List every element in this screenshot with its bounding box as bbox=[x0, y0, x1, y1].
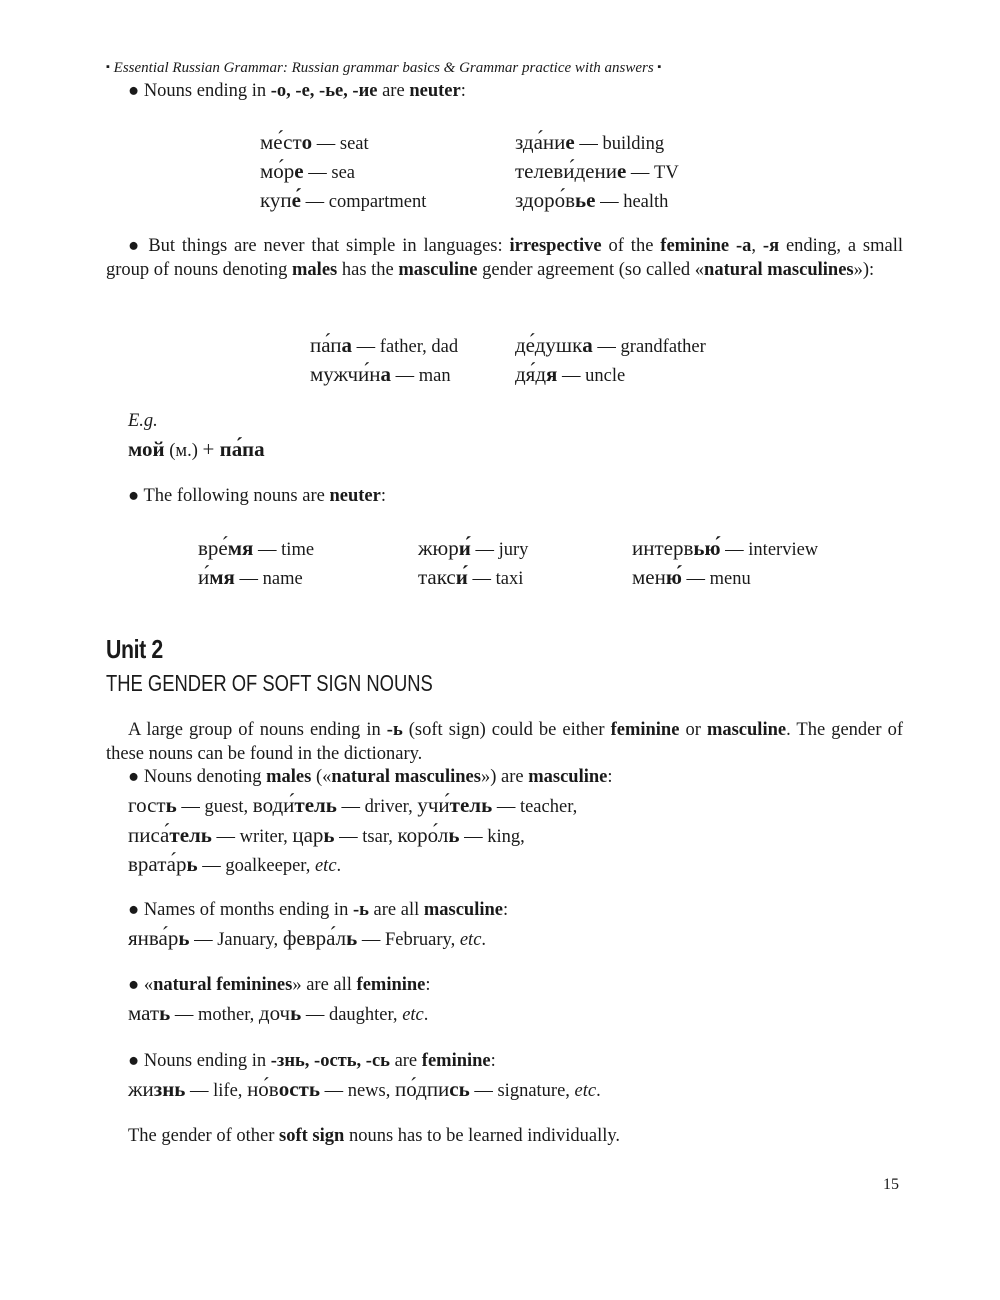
vocab-entry bbox=[515, 333, 706, 359]
text-segment: цар bbox=[292, 822, 324, 847]
text-segment: etc bbox=[402, 1005, 424, 1025]
text-segment: Nouns ending in bbox=[143, 81, 271, 101]
text-segment: ю́ bbox=[665, 565, 682, 589]
text-segment: — compartment bbox=[300, 192, 427, 212]
text-segment: мя bbox=[209, 565, 235, 589]
rule-heading bbox=[128, 973, 431, 997]
text-segment: — mother, bbox=[170, 1005, 259, 1025]
text-segment: ость bbox=[278, 1077, 320, 1101]
vocab-entry bbox=[418, 536, 528, 562]
text-segment: — guest, bbox=[176, 797, 253, 817]
text-segment: — TV bbox=[626, 163, 679, 183]
text-segment: gender agreement (so called « bbox=[477, 259, 705, 280]
bullet-icon: ● bbox=[128, 1051, 140, 1071]
text-segment: -ь bbox=[386, 720, 403, 740]
text-segment: — news, bbox=[319, 1081, 395, 1101]
text-segment: feminine bbox=[610, 720, 680, 740]
text-segment: куп bbox=[260, 188, 292, 212]
text-segment: и́ bbox=[458, 536, 471, 560]
text-segment: е́ bbox=[291, 188, 301, 212]
text-segment: янва́р bbox=[128, 926, 179, 950]
neuter2-rule bbox=[128, 484, 386, 508]
text-segment: — taxi bbox=[467, 569, 524, 589]
text-segment: — sea bbox=[303, 163, 355, 183]
text-segment: masculine bbox=[398, 259, 478, 280]
vocab-entry bbox=[632, 536, 818, 562]
text-segment: води́ bbox=[252, 793, 295, 817]
text-segment: A large group of nouns ending in bbox=[128, 720, 387, 740]
text-segment: — jury bbox=[470, 540, 529, 560]
text-segment: — father, dad bbox=[352, 337, 459, 357]
text-segment: — grandfather bbox=[592, 337, 706, 357]
text-segment: тель bbox=[294, 793, 337, 817]
vocab-entry bbox=[515, 159, 679, 185]
text-segment: и́ bbox=[455, 565, 468, 589]
text-segment: е bbox=[565, 130, 575, 154]
example-line bbox=[128, 793, 577, 819]
text-segment: : bbox=[460, 81, 466, 101]
text-segment: а bbox=[341, 333, 353, 357]
text-segment: — uncle bbox=[557, 366, 626, 386]
vocab-entry bbox=[260, 159, 355, 185]
text-segment: feminine bbox=[421, 1051, 491, 1071]
page-number: 15 bbox=[883, 1176, 899, 1193]
text-segment: etc bbox=[574, 1081, 597, 1101]
neuter-rule bbox=[128, 79, 466, 103]
text-segment: па́п bbox=[310, 333, 342, 357]
rule-heading bbox=[128, 898, 508, 922]
text-segment: ending, a small group of nouns denoting bbox=[106, 236, 903, 280]
example-line bbox=[128, 1001, 428, 1027]
intro-paragraph bbox=[106, 719, 903, 766]
text-segment: masculine bbox=[528, 767, 608, 787]
text-segment: ь bbox=[165, 793, 177, 817]
text-segment: врата́р bbox=[128, 852, 187, 876]
text-segment: — tsar, bbox=[334, 826, 398, 847]
text-segment: Names of months ending in bbox=[143, 900, 353, 920]
text-segment: ье bbox=[575, 188, 596, 212]
text-segment: мо́р bbox=[260, 159, 295, 183]
text-segment: masculine bbox=[423, 900, 503, 920]
text-segment: (« bbox=[311, 767, 332, 787]
bullet-icon: ● bbox=[128, 767, 140, 787]
text-segment: здоро́в bbox=[515, 188, 576, 212]
bullet-icon: ● bbox=[128, 236, 142, 256]
text-segment: па́па bbox=[219, 437, 265, 461]
running-header bbox=[106, 55, 661, 80]
text-segment: » are all bbox=[292, 975, 357, 995]
text-segment: — king, bbox=[459, 826, 525, 847]
text-segment: . bbox=[423, 1005, 429, 1025]
text-segment: , bbox=[751, 236, 763, 256]
text-segment: males bbox=[266, 767, 312, 787]
bullet-icon: ● bbox=[128, 900, 140, 920]
text-segment: feminine -а bbox=[660, 236, 752, 256]
text-segment: masculine bbox=[706, 720, 787, 740]
text-segment: дя́д bbox=[515, 362, 547, 386]
text-segment: мужчи́н bbox=[310, 362, 381, 386]
text-segment: Nouns denoting bbox=[143, 767, 267, 787]
text-segment: . bbox=[481, 930, 487, 950]
text-segment: — driver, bbox=[336, 797, 418, 817]
text-segment: вре́ bbox=[198, 536, 228, 560]
text-segment: + bbox=[202, 437, 220, 461]
text-segment: ь bbox=[186, 852, 198, 876]
closing-paragraph bbox=[128, 1124, 620, 1148]
text-segment: natural feminines bbox=[153, 975, 293, 995]
text-segment: — February, bbox=[357, 930, 460, 950]
text-segment: -знь, -ость, -сь bbox=[270, 1051, 390, 1071]
text-segment: — interview bbox=[720, 540, 819, 560]
vocab-entry bbox=[310, 333, 458, 359]
vocab-entry bbox=[515, 362, 625, 388]
text-segment: has the bbox=[337, 259, 399, 280]
text-segment: ь bbox=[323, 822, 335, 847]
text-segment: жюр bbox=[418, 536, 459, 560]
text-segment: etc bbox=[459, 930, 482, 950]
text-segment: neuter bbox=[329, 486, 381, 506]
text-segment: — daughter, bbox=[301, 1005, 403, 1025]
vocab-entry bbox=[260, 188, 426, 214]
text-segment: — January, bbox=[189, 930, 283, 950]
text-segment: тель bbox=[169, 822, 212, 847]
eg-example bbox=[128, 437, 265, 463]
text-segment: телеви́дени bbox=[515, 159, 617, 183]
text-segment: are bbox=[389, 1051, 422, 1071]
text-segment: — signature, bbox=[469, 1081, 575, 1101]
text-segment: — building bbox=[574, 134, 665, 154]
text-segment: or bbox=[679, 720, 707, 740]
text-segment: The gender of other bbox=[128, 1126, 280, 1146]
header-marker: ▪ bbox=[106, 61, 110, 73]
text-segment: : bbox=[425, 975, 431, 995]
text-segment: ме́ст bbox=[260, 130, 302, 154]
unit-title: Unit 2 bbox=[106, 634, 163, 664]
vocab-entry bbox=[515, 188, 668, 214]
example-line bbox=[128, 823, 525, 849]
text-segment: soft sign bbox=[279, 1126, 345, 1146]
text-segment: : bbox=[503, 900, 509, 920]
text-segment: But things are never that simple in languages: bbox=[148, 236, 510, 256]
text-segment: irrespective bbox=[509, 236, 602, 256]
text-segment: — goalkeeper, bbox=[197, 856, 315, 876]
text-segment: nouns has to be learned individually. bbox=[344, 1126, 621, 1146]
text-segment: (soft sign) could be either bbox=[402, 720, 611, 740]
text-segment: тель bbox=[449, 793, 493, 817]
text-segment: — seat bbox=[312, 134, 369, 154]
header-text: Essential Russian Grammar: Russian grammar basics & Grammar practice with answers bbox=[113, 60, 654, 76]
text-segment: : bbox=[380, 486, 386, 506]
vocab-entry bbox=[418, 565, 523, 591]
text-segment: -ь bbox=[352, 900, 369, 920]
text-segment: но́в bbox=[247, 1077, 279, 1101]
text-segment: : bbox=[607, 767, 613, 787]
text-segment: е bbox=[294, 159, 304, 183]
text-segment: »): bbox=[853, 259, 875, 280]
text-segment: natural masculines bbox=[331, 767, 481, 787]
text-segment: . The gender of these nouns can be found in the dictionary. bbox=[106, 720, 903, 764]
text-segment: и́ bbox=[198, 565, 210, 589]
text-segment: males bbox=[292, 259, 338, 280]
text-segment: neuter bbox=[409, 81, 461, 101]
text-segment: : bbox=[490, 1051, 496, 1071]
text-segment: ь bbox=[346, 926, 358, 950]
example-line bbox=[128, 852, 341, 878]
text-segment: « bbox=[143, 975, 154, 995]
vocab-entry bbox=[260, 130, 369, 156]
text-segment: . bbox=[336, 856, 342, 876]
text-segment: ь bbox=[448, 822, 460, 847]
text-segment: сь bbox=[449, 1077, 470, 1101]
text-segment: — life, bbox=[185, 1081, 248, 1101]
text-segment: коро́л bbox=[397, 822, 449, 847]
text-segment: писа́ bbox=[128, 822, 170, 847]
text-segment: — writer, bbox=[211, 826, 293, 847]
text-segment: ью́ bbox=[693, 536, 721, 560]
text-segment: февра́л bbox=[282, 926, 347, 950]
text-segment: — teacher, bbox=[492, 797, 578, 817]
example-line bbox=[128, 926, 486, 952]
text-segment: — man bbox=[391, 366, 451, 386]
text-segment: такс bbox=[418, 565, 456, 589]
text-segment: of the bbox=[601, 236, 661, 256]
text-segment: (м.) bbox=[164, 441, 203, 461]
text-segment: . bbox=[596, 1081, 601, 1101]
text-segment: -о, -е, -ье, -ие bbox=[270, 81, 378, 101]
text-segment: о bbox=[301, 130, 313, 154]
vocab-entry bbox=[198, 536, 314, 562]
text-segment: мен bbox=[632, 565, 666, 589]
text-segment: are bbox=[377, 81, 410, 101]
text-segment: etc bbox=[314, 856, 337, 876]
text-segment: а bbox=[380, 362, 392, 386]
text-segment: — health bbox=[595, 192, 669, 212]
text-segment: я bbox=[546, 362, 558, 386]
vocab-entry bbox=[310, 362, 451, 388]
text-segment: — name bbox=[234, 569, 303, 589]
text-segment: are all bbox=[368, 900, 424, 920]
bullet-icon: ● bbox=[128, 486, 140, 506]
bullet-icon: ● bbox=[128, 975, 140, 995]
text-segment: по́дпи bbox=[395, 1077, 450, 1101]
text-segment: ь bbox=[178, 926, 190, 950]
text-segment: — menu bbox=[681, 569, 751, 589]
text-segment: natural masculines bbox=[704, 259, 854, 280]
text-segment: feminine bbox=[356, 975, 426, 995]
example-line bbox=[128, 1077, 601, 1103]
eg-label: E.g. bbox=[128, 411, 158, 431]
text-segment: ь bbox=[159, 1001, 171, 1025]
text-segment: -я bbox=[762, 236, 780, 256]
text-segment: де́душк bbox=[515, 333, 583, 357]
text-segment: мат bbox=[128, 1001, 160, 1025]
text-segment: зда́ни bbox=[515, 130, 566, 154]
header-marker: ▪ bbox=[657, 61, 662, 73]
vocab-entry bbox=[515, 130, 664, 156]
text-segment: а bbox=[582, 333, 593, 357]
unit-subtitle: THE GENDER OF SOFT SIGN NOUNS bbox=[106, 670, 433, 696]
text-segment: жи bbox=[128, 1077, 154, 1101]
vocab-entry bbox=[198, 565, 303, 591]
text-segment: гост bbox=[128, 793, 166, 817]
text-segment: е bbox=[616, 159, 627, 183]
text-segment: — time bbox=[253, 540, 315, 560]
text-segment: доч bbox=[258, 1001, 291, 1025]
text-segment: The following nouns are bbox=[143, 486, 330, 506]
bullet-icon: ● bbox=[128, 81, 140, 101]
text-segment: ») are bbox=[480, 767, 529, 787]
vocab-entry bbox=[632, 565, 751, 591]
text-segment: интерв bbox=[632, 536, 694, 560]
exception-paragraph bbox=[106, 235, 903, 282]
rule-heading bbox=[128, 765, 612, 789]
text-segment: ь bbox=[290, 1001, 302, 1025]
text-segment: Nouns ending in bbox=[143, 1051, 271, 1071]
text-segment: учи́ bbox=[417, 793, 450, 817]
rule-heading bbox=[128, 1049, 496, 1073]
text-segment: мой bbox=[128, 437, 165, 461]
text-segment: знь bbox=[153, 1077, 186, 1101]
text-segment: мя bbox=[227, 536, 254, 560]
